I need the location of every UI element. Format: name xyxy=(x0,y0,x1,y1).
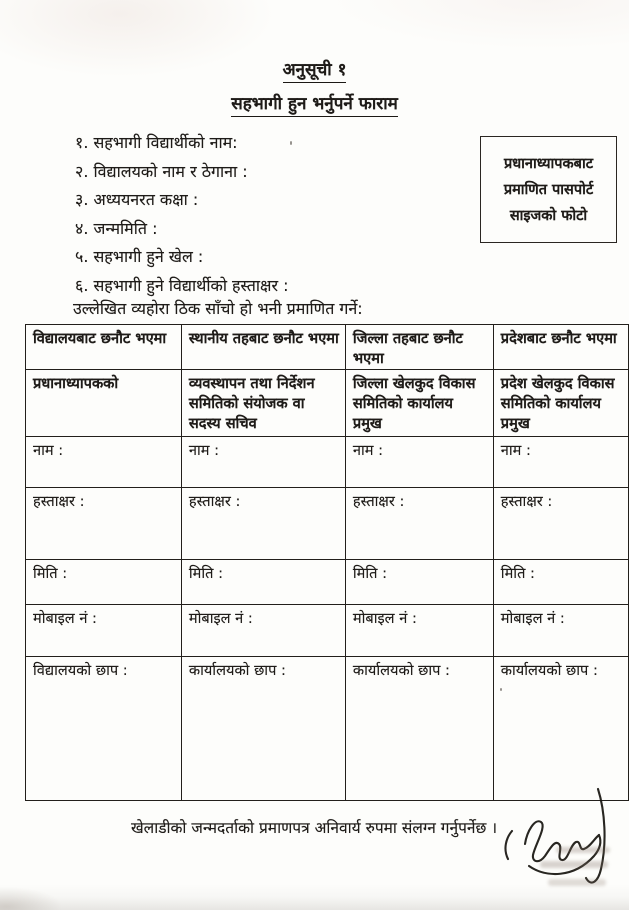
table-header-row-2 xyxy=(26,370,629,437)
cell-school-stamp: विद्यालयको छाप : xyxy=(26,657,182,801)
header-headmaster: प्रधानाध्यापकको xyxy=(26,370,182,437)
approval-table xyxy=(25,324,629,801)
page-subtitle xyxy=(0,91,629,117)
cell-date: मिति : xyxy=(345,560,493,605)
page-subtitle-text: सहभागी हुन भर्नुपर्ने फाराम xyxy=(231,91,398,117)
certify-line: उल्लेखित व्यहोरा ठिक साँचो हो भनी प्रमाणित गर्ने: xyxy=(73,299,363,318)
cell-office-stamp: कार्यालयको छाप : xyxy=(345,657,493,801)
cell-date: मिति : xyxy=(26,560,182,605)
header-management-committee: व्यवस्थापन तथा निर्देशन समितिको संयोजक वा सदस्य सचिव xyxy=(181,370,345,437)
scan-speck xyxy=(290,141,292,145)
form-item-school-name-address: २. विद्यालयको नाम र ठेगाना : xyxy=(75,161,248,181)
cell-name: नाम : xyxy=(493,437,628,488)
page-title-text: अनुसूची १ xyxy=(283,57,347,83)
cell-name: नाम : xyxy=(345,437,493,488)
faint-stamp-mark xyxy=(540,861,608,868)
cell-mobile: मोबाइल नं : xyxy=(493,605,628,657)
header-district-sports-office: जिल्ला खेलकुद विकास समितिको कार्यालय प्रमुख xyxy=(345,370,493,437)
cell-name: नाम : xyxy=(26,437,182,488)
mandatory-note: खेलाडीको जन्मदर्ताको प्रमाणपत्र अनिवार्य रुपमा संलग्न गर्नुपर्नेछ । xyxy=(131,819,498,837)
cell-date: मिति : xyxy=(181,560,345,605)
cell-mobile: मोबाइल नं : xyxy=(345,605,493,657)
cell-signature: हस्ताक्षर : xyxy=(181,488,345,560)
cell-office-stamp: कार्यालयको छाप : xyxy=(493,657,628,801)
form-item-list xyxy=(75,131,289,303)
header-school-selection: विद्यालयबाट छनौट भएमा xyxy=(26,325,182,370)
table-row-stamp xyxy=(26,657,629,801)
photo-box-line: प्रधानाध्यापकबाट xyxy=(503,155,594,172)
photo-box-line: प्रमाणित पासपोर्ट xyxy=(503,181,594,198)
table-row-signature xyxy=(26,488,629,560)
photo-box-line: साइजको फोटो xyxy=(509,207,588,224)
form-item-class: ३. अध्ययनरत कक्षा : xyxy=(75,190,199,210)
header-local-selection: स्थानीय तहबाट छनौट भएमा xyxy=(181,325,345,370)
cell-signature: हस्ताक्षर : xyxy=(493,488,628,560)
header-province-selection: प्रदेशबाट छनौट भएमा xyxy=(493,325,628,370)
cell-signature: हस्ताक्षर : xyxy=(26,488,182,560)
table-header-row-1 xyxy=(26,325,629,370)
table-row-date xyxy=(26,560,629,605)
faint-stamp-mark xyxy=(556,847,610,853)
cell-name: नाम : xyxy=(181,437,345,488)
cell-office-stamp: कार्यालयको छाप : xyxy=(181,657,345,801)
table-row-name xyxy=(26,437,629,488)
cell-mobile: मोबाइल नं : xyxy=(181,605,345,657)
cell-date: मिति : xyxy=(493,560,628,605)
table-row-mobile xyxy=(26,605,629,657)
form-item-student-signature: ६. सहभागी हुने विद्यार्थीको हस्ताक्षर : xyxy=(75,275,289,295)
cell-mobile: मोबाइल नं : xyxy=(26,605,182,657)
cell-signature: हस्ताक्षर : xyxy=(345,488,493,560)
photo-box xyxy=(480,136,617,243)
header-province-sports-office: प्रदेश खेलकुद विकास समितिको कार्यालय प्रमुख xyxy=(493,370,628,437)
faint-stamp-mark xyxy=(548,879,606,886)
scan-speck xyxy=(500,688,502,691)
form-item-sport: ५. सहभागी हुने खेल : xyxy=(75,247,204,267)
form-item-student-name: १. सहभागी विद्यार्थीको नाम: xyxy=(75,133,238,152)
page-title xyxy=(0,57,629,83)
form-item-dob: ४. जन्ममिति : xyxy=(75,218,158,238)
header-district-selection: जिल्ला तहबाट छनौट भएमा xyxy=(345,325,493,370)
